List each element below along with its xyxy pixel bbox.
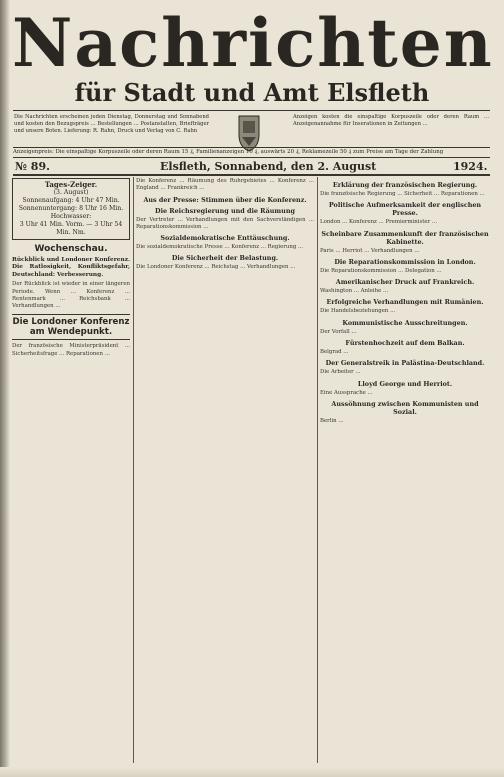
section-heading: Scheinbare Zusammenkunft der französischen Kabinette. [321,229,489,246]
section-heading: Kommunistische Ausschreitungen. [342,318,468,327]
article-body: Die Reparationskommission ... Delegation ... [320,267,442,274]
article-body: Paris ... Herriot ... Verhandlungen ... [320,247,420,254]
issue-year: 1924. [453,160,488,173]
section-heading: Aus der Presse: Stimmen über die Konferenz. [143,195,307,204]
rule-top [13,110,490,111]
subscription-info: Die Nachrichten erscheinen jeden Dienstag, Donnerstag und Sonnabend und kosten den Bezugspreis ... Bestellungen ... Postanstalten, Briefträger und unsere Boten. Lieferung: R. Rahn, Druck und Verlag von C. Rahn [14,114,209,135]
wochenschau-heading: Wochenschau. [34,244,108,254]
article-body: Washington ... Anleihe ... [320,288,389,295]
masthead-title: Nachrichten [12,4,494,82]
section-heading: Der Generalstreik in Palästina-Deutschland. [325,359,485,368]
article-body: Der französische Ministerpräsident ... Sicherheitsfrage ... Reparationen ... [12,343,130,357]
section-heading: Die Sicherheit der Belastung. [171,254,279,263]
article-body: Die sozialdemokratische Presse ... Konferenz ... Regierung ... [136,244,304,251]
tageszeiger-line: 3 Uhr 41 Min. Vorm. — 3 Uhr 54 Min. Nm. [19,221,123,236]
section-heading: Die Londoner Konferenz am Wendepunkt. [12,314,130,340]
article-body: Der Vertreter ... Verhandlungen mit den Sachverständigen ... Reparationskommission ... [136,216,314,230]
tageszeiger-line: Sonnenuntergang: 8 Uhr 16 Min. [18,205,124,212]
masthead-subtitle: für Stadt und Amt Elsfleth [74,78,430,107]
advertising-info: Anzeigen kosten die einspaltige Korpuszeile oder deren Raum ... Anzeigenannahme für Inserationen in Zeitungen ... [293,114,489,128]
article-body: Die französische Regierung ... Sicherheit ... Reparationen ... [320,191,485,197]
section-heading: Erklärung der französischen Regierung. [332,181,478,189]
article-body: Eine Aussprache ... [320,389,373,396]
column-divider [133,177,134,763]
section-heading: Die Reparationskommission in London. [334,257,476,266]
tageszeiger-box [12,178,130,240]
column-1 [12,178,130,765]
article-body: Die Handelsbeziehungen ... [320,308,396,315]
tageszeiger-line: Hochwasser: [50,213,92,220]
column-2 [136,178,314,765]
binding-edge [0,0,10,777]
tageszeiger-subtitle: (3. August) [53,189,89,196]
section-heading: Sozialdemokratische Enttäuschung. [160,234,290,243]
column-divider [317,177,318,763]
section-heading: Lloyd George und Herriot. [357,379,453,388]
section-heading: Amerikanischer Druck auf Frankreich. [335,278,475,287]
section-heading: Die Reichsregierung und die Räumung [155,206,295,215]
article-body: Die Arbeiter ... [320,369,361,376]
article-body: Der Vorfall ... [320,328,357,335]
column-3 [320,178,490,765]
article-body: Die Konferenz ... Räumung des Ruhrgebietes ... Konferenz ... England ... Frankreich ... [136,178,314,192]
dateline: Elsfleth, Sonnabend, den 2. August [160,160,377,173]
article-body: Die Londoner Konferenz ... Reichstag ... Verhandlungen ... [136,264,296,271]
issue-number: № 89. [15,160,50,173]
tageszeiger-title: Tages-Zeiger. [44,180,98,189]
section-heading: Aussöhnung zwischen Kommunisten und Sozial. [331,399,479,416]
rule-issue-top [13,157,490,158]
section-heading: Fürstenhochzeit auf dem Balkan. [345,339,465,348]
article-body: Berlin ... [320,417,344,424]
article-body: Der Rückblick ist wieder in einer längeren Periode. Wenn ... Konferenz ... Rentenmark ... Reichsbank ... Verhandlungen ... [12,281,130,310]
section-heading: Politische Aufmerksamkeit der englischen Presse. [328,201,482,218]
article-lead: Rückblick und Londoner Konferenz. Die Ratlosigkeit, Konfliktsgefahr, Deutschland: Verbesserung. [12,257,130,278]
article-body: London ... Konferenz ... Premierminister ... [320,219,438,226]
price-line: Anzeigenpreis: Die einspaltige Korpuszeile oder deren Raum 15 ₰, Familienanzeigen 10 ₰, auswärts 20 ₰, Reklamezeile 50 ₰ zum Preise am Tage der Zahlung [13,149,444,155]
tageszeiger-line: Sonnenaufgang: 4 Uhr 47 Min. [22,197,120,204]
rule-issue-bottom [13,174,490,176]
article-body: Belgrad ... [320,349,349,356]
page-bottom-edge [0,767,504,777]
section-heading: Erfolgreiche Verhandlungen mit Rumänien. [326,298,484,307]
